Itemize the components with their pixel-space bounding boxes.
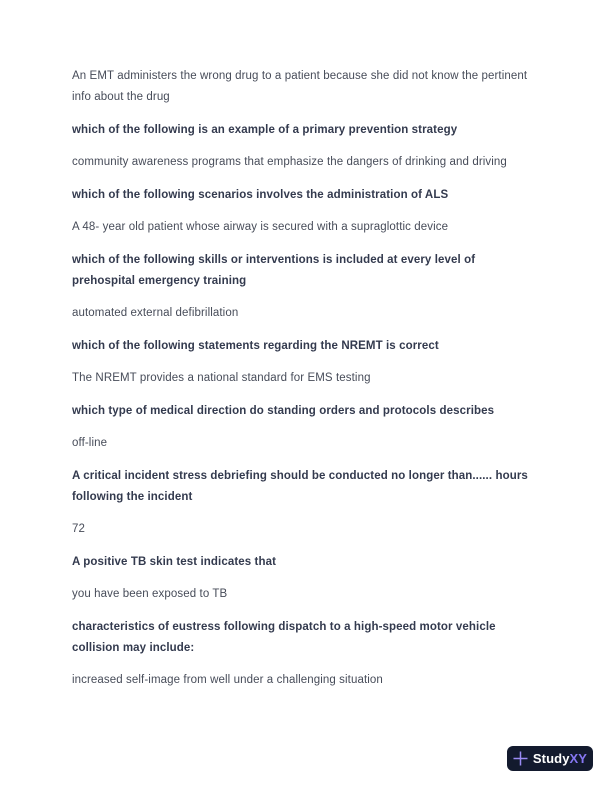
text-line: 72 [72,523,85,535]
text-line: A positive TB skin test indicates that [72,555,277,568]
text-line: off-line [72,437,108,449]
text-line: characteristics of eustress following dispatch to a high-speed motor vehicle [72,620,496,633]
question-paragraph [72,552,542,573]
answer-paragraph [72,519,542,540]
text-line: The NREMT provides a national standard for EMS testing [72,372,371,384]
brand-wordmark [533,752,587,765]
answer-paragraph [72,433,542,454]
plus-icon [513,751,528,766]
text-line: A critical incident stress debriefing should be conducted no longer than...... hours [72,469,528,482]
question-paragraph [72,336,542,357]
text-line: which of the following skills or interventions is included at every level of [72,253,476,266]
answer-paragraph [72,584,542,605]
answer-paragraph [72,152,542,173]
question-paragraph [72,617,542,659]
text-line: you have been exposed to TB [72,588,228,600]
question-paragraph [72,466,542,508]
text-line: automated external defibrillation [72,307,239,319]
brand-study: Study [532,751,570,766]
qa-list [72,66,542,703]
question-paragraph [72,120,542,141]
text-line: prehospital emergency training [72,274,247,287]
answer-paragraph [72,368,542,389]
answer-paragraph [72,303,542,324]
question-paragraph [72,185,542,206]
brand-xy: XY [569,751,588,766]
text-line: community awareness programs that emphasize the dangers of drinking and driving [72,156,507,168]
text-line: increased self-image from well under a challenging situation [72,674,383,686]
text-line: following the incident [72,490,193,503]
text-line: which of the following is an example of a primary prevention strategy [72,123,458,136]
answer-paragraph [72,217,542,238]
question-paragraph [72,250,542,292]
text-line: which of the following scenarios involves the administration of ALS [72,188,449,201]
answer-paragraph [72,670,542,691]
text-line: A 48- year old patient whose airway is secured with a supraglottic device [72,221,449,233]
text-line: info about the drug [72,91,170,103]
answer-paragraph [72,66,542,108]
text-line: which type of medical direction do standing orders and protocols describes [72,404,495,417]
text-line: An EMT administers the wrong drug to a patient because she did not know the pertinent [72,70,528,82]
text-line: collision may include: [72,641,195,654]
studyxy-logo[interactable] [507,746,593,771]
question-paragraph [72,401,542,422]
text-line: which of the following statements regarding the NREMT is correct [72,339,439,352]
